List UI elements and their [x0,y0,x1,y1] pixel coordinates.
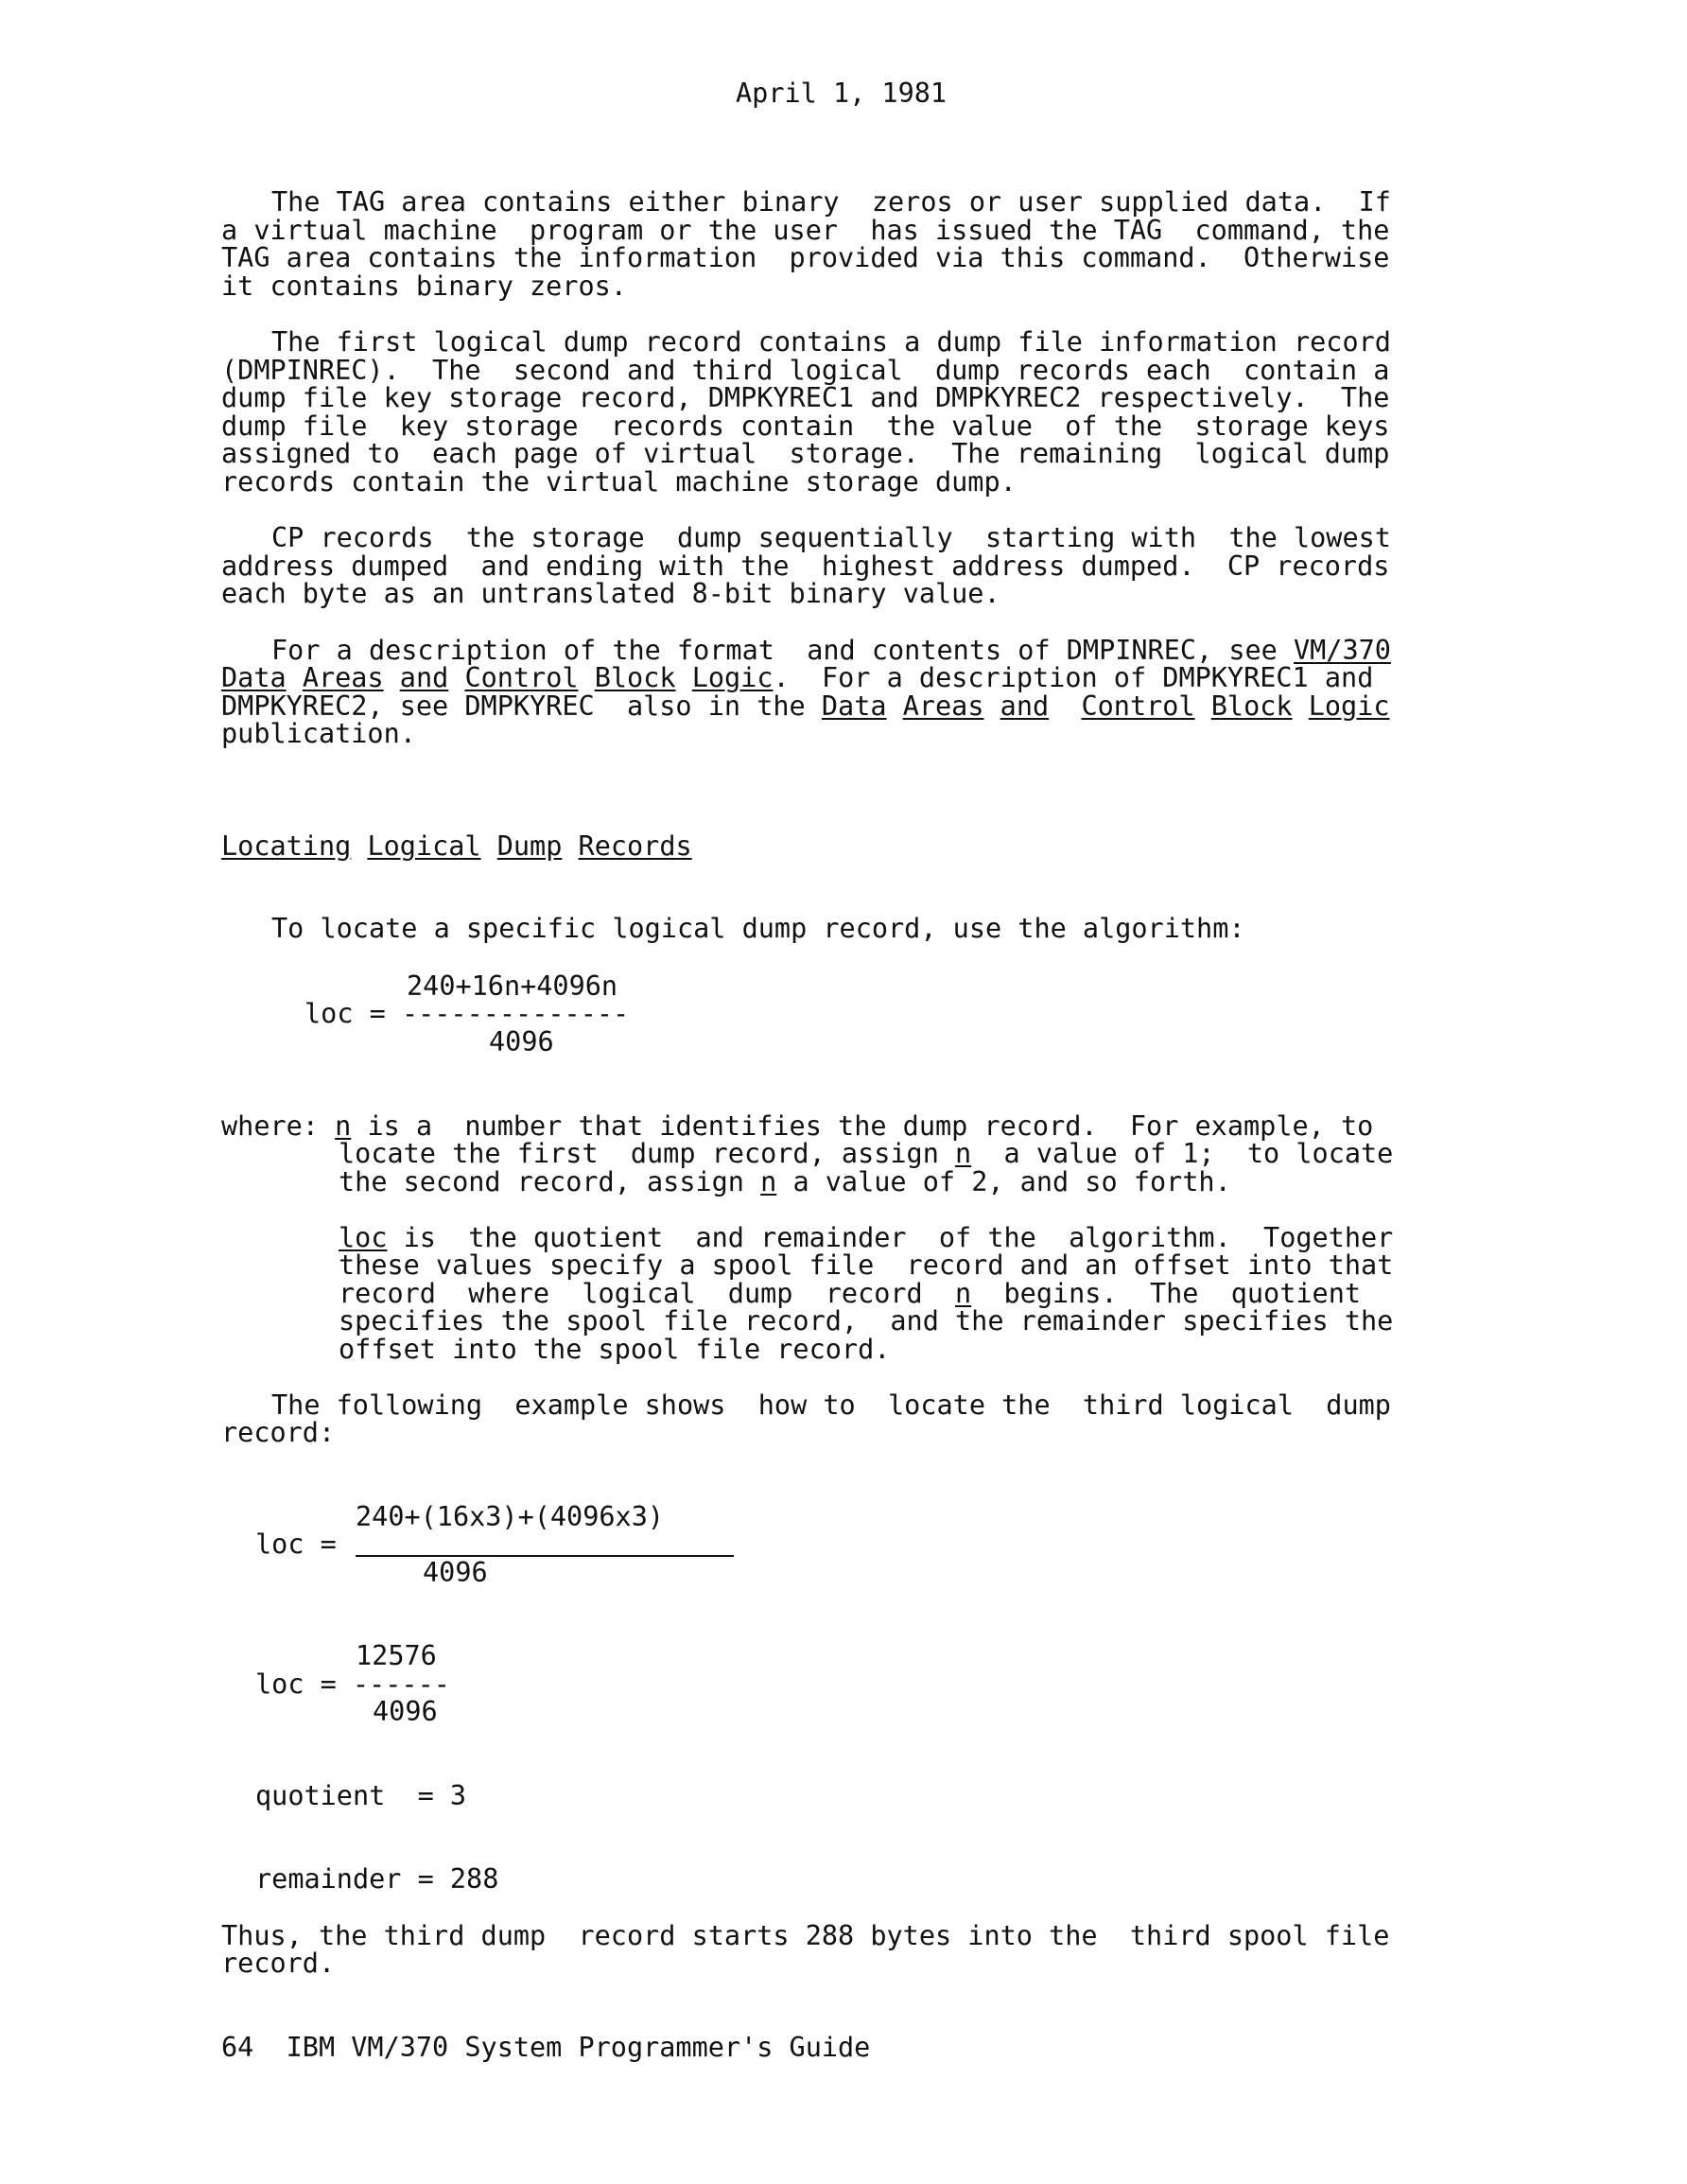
text-line: DMPKYREC2, see DMPKYREC also in the Data Areas and Control Block Logic [221,690,1390,722]
text-line: offset into the spool file record. [339,1334,891,1365]
text-line: these values specify a spool file record and an offset into that [339,1249,1394,1281]
formula-line: loc = ------ [255,1669,450,1700]
section-heading: Locating Logical Dump Records [221,830,692,862]
text-line: The following example shows how to locate the third logical dump [271,1389,1391,1421]
text-line: dump file key storage record, DMPKYREC1 and DMPKYREC2 respectively. The [221,382,1390,413]
text-line: a virtual machine program or the user has issued the TAG command, the [221,215,1390,246]
text-line: dump file key storage records contain the value of the storage keys [221,411,1390,442]
text-line: publication. [221,718,416,749]
text-line: the second record, assign n a value of 2, and so forth. [339,1166,1231,1197]
text-line: assigned to each page of virtual storage. The remaining logical dump [221,438,1390,469]
formula-denominator: 4096 [373,1696,438,1727]
text-line: Thus, the third dump record starts 288 bytes into the third spool file [221,1920,1390,1951]
text-line: The first logical dump record contains a dump file information record [271,326,1391,358]
formula-numerator: 240+(16x3)+(4096x3) [356,1501,665,1532]
text-line: loc is the quotient and remainder of the algorithm. Together [339,1222,1394,1253]
text-line: TAG area contains the information provided via this command. Otherwise [221,242,1390,273]
publication-title: VM/370 [1293,635,1391,666]
formula-numerator: 240+16n+4096n [407,970,618,1002]
remainder-line: remainder = 288 [255,1863,499,1895]
text-line: The TAG area contains either binary zeros or user supplied data. If [271,186,1391,218]
text-line: it contains binary zeros. [221,271,627,302]
page-footer: 64 IBM VM/370 System Programmer's Guide [221,2032,871,2063]
page-date: April 1, 1981 [736,78,948,109]
text-line: For a description of the format and contents of DMPINREC, see VM/370 [271,635,1391,666]
text-line: specifies the spool file record, and the remainder specifies the [339,1305,1394,1337]
formula-lhs: loc = [255,1529,353,1560]
text-line: CP records the storage dump sequentially starting with the lowest [271,522,1391,553]
formula-line: loc = -------------- [304,998,630,1029]
text-line: each byte as an untranslated 8-bit binary value. [221,578,1000,609]
formula-numerator: 12576 [356,1640,437,1671]
text-line: address dumped and ending with the highest address dumped. CP records [221,550,1390,582]
text-line: record: [221,1417,336,1448]
fraction-bar [356,1555,734,1557]
text-line: locate the first dump record, assign n a value of 1; to locate [339,1138,1394,1169]
text-line: record. [221,1948,336,1979]
formula-denominator: 4096 [489,1026,554,1057]
formula-denominator: 4096 [423,1557,488,1588]
text-line: record where logical dump record n begins. The quotient [339,1278,1362,1309]
text-line: where: n is a number that identifies the dump record. For example, to [221,1110,1374,1142]
text-line: To locate a specific logical dump record, use the algorithm: [271,913,1245,944]
text-line: (DMPINREC). The second and third logical dump records each contain a [221,355,1390,386]
text-line: Data Areas and Control Block Logic. For a description of DMPKYREC1 and [221,662,1374,693]
quotient-line: quotient = 3 [255,1780,467,1811]
text-line: records contain the virtual machine storage dump. [221,466,1017,498]
